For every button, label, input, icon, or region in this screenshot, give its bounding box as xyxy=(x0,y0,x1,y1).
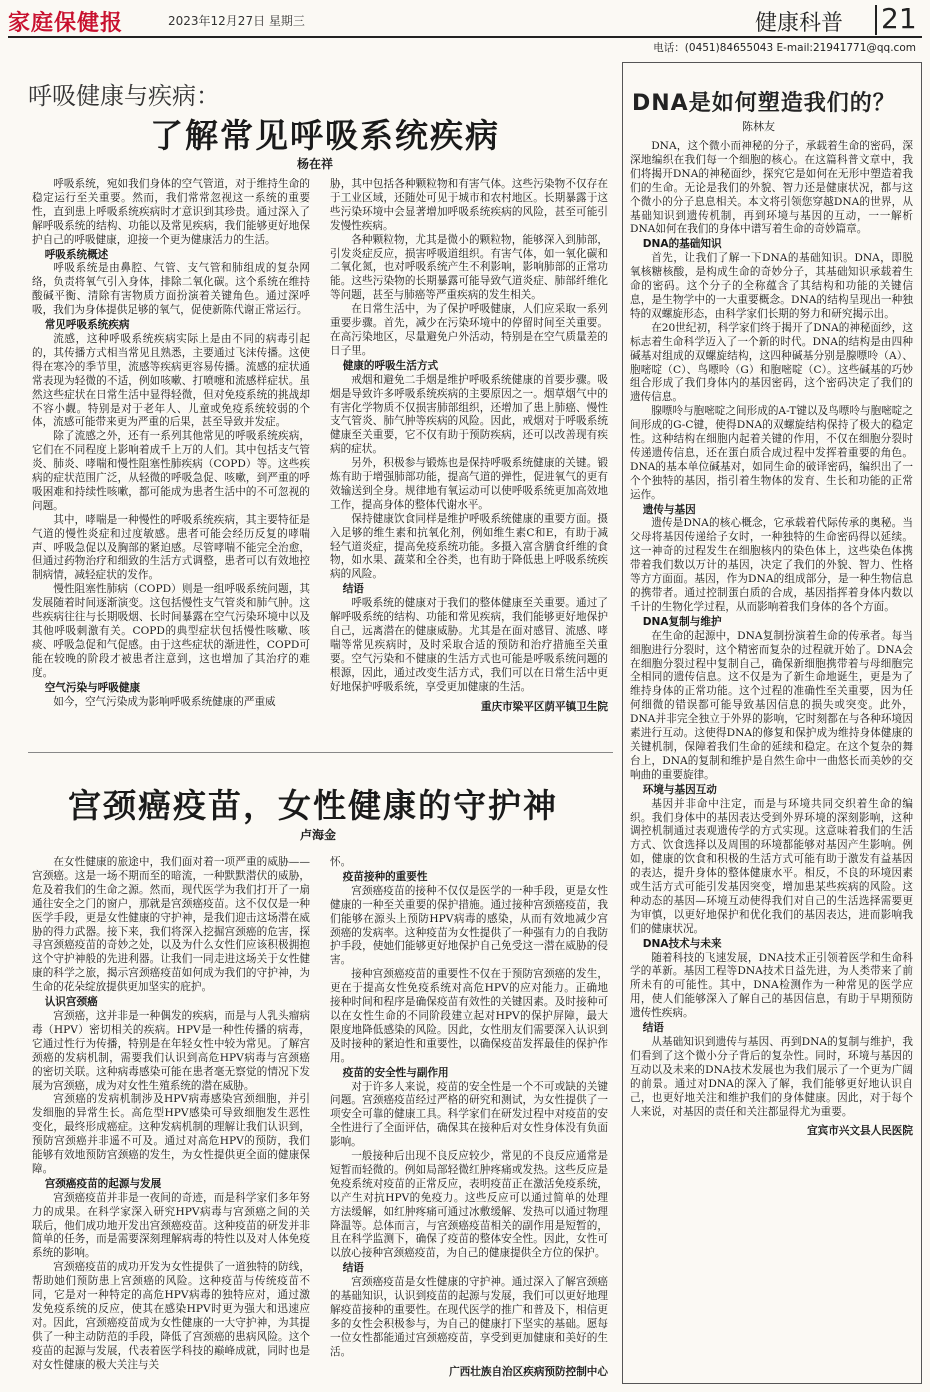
paragraph: 宫颈癌的发病机制涉及HPV病毒感染宫颈细胞，并引发细胞的异常生长。高危型HPV感染可导致细胞发生恶性变化，最终形成癌症。这种发病机制的理解让我们认识到，预防宫颈癌并非遥不可及。通过对高危HPV的预防，我们能够有效地预防宫颈癌的发生，为女性提供更全面的健康保障。 xyxy=(32,1093,310,1175)
subheading: 空气污染与呼吸健康 xyxy=(44,681,141,694)
paragraph: DNA，这个微小而神秘的分子，承载着生命的密码，深深地编织在我们每一个细胞的核心。在这篇科普文章中，我们将揭开DNA的神秘面纱，探究它是如何在无形中塑造着我们的生命。无论是我们的外貌、智力还是健康状况，都与这个微小的分子息息相关。本文将引领您穿越DNA的世界，从基础知识到遗传机制，再到环境与基因的互动，一一解析DNA如何在我们的身体中谱写着生命的奇妙篇章。 xyxy=(630,140,913,236)
section-name: 健康科普 xyxy=(755,11,844,36)
paragraph: 戒烟和避免二手烟是维护呼吸系统健康的首要步骤。吸烟是导致许多呼吸系统疾病的主要原因之一。烟草烟气中的有害化学物质不仅损害肺部组织，还增加了患上肺癌、慢性支气管炎、肺气肿等疾病的风险。因此，戒烟对于呼吸系统健康至关重要，它不仅有助于预防疾病，还可以改善现有疾病的症状。 xyxy=(330,373,608,456)
paragraph: 呼吸系统的健康对于我们的整体健康至关重要。通过了解呼吸系统的结构、功能和常见疾病，我们能够更好地保护自己，远离潜在的健康威胁。尤其是在面对感冒、流感、哮喘等常见疾病时，及时采取合适的预防和治疗措施至关重要。空气污染和不健康的生活方式也可能是呼吸系统问题的根源，因此，通过改变生活方式，我们可以在日常生活中更好地保护呼吸系统，享受更加健康的生活。 xyxy=(330,597,608,693)
paragraph: 其中，哮喘是一种慢性的呼吸系统疾病，其主要特征是气道的慢性炎症和过度敏感。患者可能会经历反复的哮喘声、呼吸急促以及胸部的紧迫感。尽管哮喘不能完全治愈，但通过药物治疗和细致的生活方式调整，患者可以有效地控制病情，减轻症状的发作。 xyxy=(32,513,310,582)
paragraph: 宫颈癌疫苗的接种不仅仅是医学的一种手段，更是女性健康的一种至关重要的保护措施。通过接种宫颈癌疫苗，我们能够在源头上预防HPV病毒的感染，从而有效地减少宫颈癌的发病率。这种疫苗为女性提供了一种强有力的自我防护手段，使她们能够更好地保护自己免受这一潜在威胁的侵害。 xyxy=(330,884,608,967)
paragraph: 各种颗粒物，尤其是微小的颗粒物，能够深入到肺部，引发炎症反应，损害呼吸道组织。有害气体，如一氧化碳和二氧化氮，也对呼吸系统产生不利影响，影响肺部的正常功能。这些污染物的长期暴露可能导致气道炎症、肺部纤维化等问题，甚至与肺癌等严重疾病的发生相关。 xyxy=(330,233,608,302)
paragraph: 基因并非命中注定，而是与环境共同交织着生命的编织。我们身体中的基因表达受到外界环境的深刻影响，这种调控机制通过表观遗传学的方式实现。这意味着我们的生活方式、饮食选择以及周围的环境都能够对基因产生影响。例如，健康的饮食和积极的生活方式可能有助于激发有益基因的表达，提升身体的整体健康水平。相反，不良的环境因素或生活方式可能引发基因突变，增加患某些疾病的风险。这种动态的基因—环境互动使得我们对自己的生活选择需要更为审慎，以更好地保护和优化我们的基因表达，进而影响我们的健康状况。 xyxy=(630,797,913,935)
paragraph: 首先，让我们了解一下DNA的基础知识。DNA，即脱氧核糖核酸，是构成生命的奇妙分子，其基础知识承载着生命的密码。这个分子的全称蕴含了其结构和功能的关键信息，是生物学中的一大重要概念。DNA的结构呈现出一种独特的双螺旋形态，由科学家们长期的努力和研究揭示出。 xyxy=(630,252,913,320)
article1-column-1 xyxy=(32,178,310,738)
author-affiliation: 重庆市梁平区荫平镇卫生院 xyxy=(480,700,608,713)
subheading: 疫苗接种的重要性 xyxy=(342,870,428,883)
paragraph: 胁，其中包括各种颗粒物和有害气体。这些污染物不仅存在于工业区域，还随处可见于城市和农村地区。长期暴露于这些污染环境中会显著增加呼吸系统疾病的风险，甚至可能引发慢性疾病。 xyxy=(330,178,608,232)
article2-author: 卢海金 xyxy=(300,828,337,842)
subheading: 结语 xyxy=(342,583,364,596)
page-number: 21 xyxy=(881,2,917,35)
author-affiliation: 广西壮族自治区疾病预防控制中心 xyxy=(449,1365,608,1378)
subheading: DNA的基础知识 xyxy=(642,238,722,251)
subheading: 常见呼吸系统疾病 xyxy=(44,319,130,332)
subheading: 健康的呼吸生活方式 xyxy=(342,359,439,372)
issue-date: 2023年12月27日 星期三 xyxy=(168,14,305,28)
paragraph: 对于许多人来说，疫苗的安全性是一个不可或缺的关键问题。宫颈癌疫苗经过严格的研究和测试，为女性提供了一项安全可靠的健康工具。科学家们在研发过程中对疫苗的安全性进行了全面评估，确保其在接种后对女性身体没有负面影响。 xyxy=(330,1080,608,1149)
header-separator xyxy=(875,5,877,35)
paragraph: 随着科技的飞速发展，DNA技术正引领着医学和生命科学的革新。基因工程等DNA技术日益先进，为人类带来了前所未有的可能性。其中，DNA检测作为一种常见的医学应用，使人们能够深入了解自己的基因信息，有助于早期预防遗传性疾病。 xyxy=(630,951,913,1020)
subheading: DNA技术与未来 xyxy=(642,937,722,950)
paragraph: 如今，空气污染成为影响呼吸系统健康的严重威 xyxy=(53,695,276,708)
subheading: 遗传与基因 xyxy=(642,503,696,516)
article-divider xyxy=(28,752,613,753)
paragraph: 腺嘌呤与胞嘧啶之间形成的A-T键以及鸟嘌呤与胞嘧啶之间形成的G-C键，使得DNA的双螺旋结构保持了极大的稳定性。这种结构在细胞内起着关键的作用，不仅在细胞分裂时传递遗传信息，还在蛋白质合成过程中发挥着重要的角色。DNA的基本单位碱基对，如同生命的破译密码，编织出了一个个独特的基因，指引着生物体的发育、生长和功能的正常运作。 xyxy=(630,405,913,501)
paragraph: 从基础知识到遗传与基因、再到DNA的复制与维护，我们看到了这个微小分子背后的复杂性。同时，环境与基因的互动以及未来的DNA技术发展也为我们展示了一个更为广阔的前景。通过对DNA的深入了解，我们能够更好地认识自己，也更好地关注和维护我们的身体健康。因此，对于每个人来说，对基因的责任和关注都显得尤为重要。 xyxy=(630,1036,913,1118)
paragraph: 遗传是DNA的核心概念，它承载着代际传承的奥秘。当父母将基因传递给子女时，一种独特的生命密码得以延续。这一神奇的过程发生在细胞核内的染色体上，这些染色体携带着我们数以万计的基因，决定了我们的外貌、智力、性格等方方面面。基因，作为DNA的组成部分，是一种生物信息的携带者。通过控制蛋白质的合成，基因指挥着身体内数以千计的生物化学过程，从而影响着我们身体的各个方面。 xyxy=(630,517,913,613)
article1-title: 了解常见呼吸系统疾病 xyxy=(150,116,500,155)
subheading: 疫苗的安全性与副作用 xyxy=(342,1066,449,1079)
masthead: 家庭保健报 xyxy=(8,11,124,36)
paragraph: 在生命的起源中，DNA复制扮演着生命的传承者。每当细胞进行分裂时，这个精密而复杂的过程就开始了。DNA会在细胞分裂过程中复制自己，确保新细胞携带着与母细胞完全相同的遗传信息。这不仅是为了新生命地诞生，更是为了维持身体的正常功能。这个过程的准确性至关重要，因为任何细微的错误都可能导致基因信息的损失或突变。此外，DNA并非完全独立于外界的影响，它时刻都在与各种环境因素进行互动。这使得DNA的修复和保护成为维持身体健康的关键机制，保障着我们生命的延续和稳定。在这个复杂的舞台上，DNA的复制和维护是自然生命中一曲悠长而美妙的交响曲的重要旋律。 xyxy=(630,629,913,781)
paragraph: 除了流感之外，还有一系列其他常见的呼吸系统疾病，它们在不同程度上影响着成千上万的人们。其中包括支气管炎、肺炎、哮喘和慢性阻塞性肺疾病（COPD）等。这些疾病的症状范围广泛，从轻微的呼吸急促、咳嗽，到严重的呼吸困难和持续性咳嗽，都可能成为患者生活中的不可忽视的问题。 xyxy=(32,430,310,512)
paragraph: 慢性阻塞性肺病（COPD）则是一组呼吸系统问题，其发展随着时间逐渐演变。这包括慢性支气管炎和肺气肿。这些疾病往往与长期吸烟、长时间暴露在空气污染环境中以及其他呼吸刺激有关。COPD的典型症状包括慢性咳嗽、咳痰、呼吸急促和气促感。由于这些症状的渐进性，COPD可能在较晚的阶段才被患者注意到，这也增加了其治疗的难度。 xyxy=(32,583,310,679)
paragraph: 流感，这种呼吸系统疾病实际上是由不同的病毒引起的，其传播方式相当常见且熟悉，主要通过飞沫传播。这使得在寒冷的季节里，流感等疾病更容易传播。流感的症状通常表现为轻微的不适，例如咳嗽、打喷嚏和流感样症状。虽然这些症状在日常生活中显得轻微，但对免疫系统的挑战却不容小觑。特别是对于老年人、儿童或免疫系统较弱的个体，流感可能带来更为严重的后果，甚至导致并发症。 xyxy=(32,332,310,429)
paragraph: 一般接种后出现不良反应较少，常见的不良反应通常是短暂而轻微的。例如局部轻微红肿疼痛或发热。这些反应是免疫系统对疫苗的正常反应，表明疫苗正在激活免疫系统，以产生对抗HPV的免疫力。这些反应可以通过简单的处理方法缓解，如红肿疼痛可通过冰敷缓解、发热可以通过物理降温等。总体而言，与宫颈癌疫苗相关的副作用是短暂的，且在科学监测下，确保了疫苗的整体安全性。因此，女性可以放心接种宫颈癌疫苗，为自己的健康提供全方位的保护。 xyxy=(330,1150,608,1260)
contact-info: 电话：(0451)84655043 E-mail:21941771@qq.com xyxy=(653,42,916,54)
subheading: 结语 xyxy=(642,1022,664,1035)
page-header xyxy=(0,0,930,56)
paragraph: 呼吸系统，宛如我们身体的空气管道，对于维持生命的稳定运行至关重要。然而，我们常常忽视这一系统的重要性，直到患上呼吸系统疾病时才意识到其珍贵。通过深入了解呼吸系统的结构、功能以及常见疾病，我们能够更好地保护自己的呼吸健康，迎接一个更为健康活力的生活。 xyxy=(32,178,310,246)
article2-title: 宫颈癌疫苗，女性健康的守护神 xyxy=(68,786,558,825)
article1-kicker: 呼吸健康与疾病： xyxy=(28,82,220,110)
paragraph: 保持健康饮食同样是维护呼吸系统健康的重要方面。摄入足够的维生素和抗氧化剂，例如维生素C和E，有助于减轻气道炎症，提高免疫系统功能。多摄入富含膳食纤维的食物，如水果、蔬菜和全谷类，也有助于降低患上呼吸系统疾病的风险。 xyxy=(330,512,608,581)
subheading: 呼吸系统概述 xyxy=(44,248,109,261)
article3-column xyxy=(630,140,913,1378)
paragraph: 宫颈癌疫苗是女性健康的守护神。通过深入了解宫颈癌的基础知识，认识到疫苗的起源与发展，我们可以更好地理解疫苗接种的重要性。在现代医学的推广和普及下，相信更多的女性会积极参与，为自己的健康打下坚实的基础。愿每一位女性都能通过宫颈癌疫苗，享受到更加健康和美好的生活。 xyxy=(330,1276,608,1358)
paragraph: 接种宫颈癌疫苗的重要性不仅在于预防宫颈癌的发生，更在于提高女性免疫系统对高危HPV的应对能力。正确地接种时间和程序是确保疫苗有效性的关键因素。及时接种可以在女性生命的不同阶段建立起对HPV的保护屏障，最大限度地降低感染的风险。因此，女性朋友们需要深入认识到及时接种的紧迫性和重要性，以确保疫苗发挥最佳的保护作用。 xyxy=(330,968,608,1064)
paragraph: 宫颈癌，这并非是一种偶发的疾病，而是与人乳头瘤病毒（HPV）密切相关的疾病。HPV是一种性传播的病毒，它通过性行为传播，特别是在年轻女性中较为常见。了解宫颈癌的发病机制，需要我们认识到高危HPV病毒与宫颈癌的密切关联。这种病毒感染可能在患者毫无察觉的情况下发展为宫颈癌，成为对女性生殖系统的潜在威胁。 xyxy=(32,1009,310,1092)
article3-title: DNA是如何塑造我们的？ xyxy=(632,91,896,116)
article2-column-1 xyxy=(32,856,310,1386)
subheading: DNA复制与维护 xyxy=(642,615,722,628)
paragraph: 宫颈癌疫苗的成功开发为女性提供了一道独特的防线，帮助她们预防患上宫颈癌的风险。这种疫苗与传统疫苗不同，它是对一种特定的高危HPV病毒的独特应对，通过激发免疫系统的反应，使其在感染HPV时更为强大和迅速应对。因此，宫颈癌疫苗成为女性健康的一大守护神，为其提供了一种主动防范的手段，降低了宫颈癌的患病风险。这个疫苗的起源与发展，代表着医学科技的巅峰成就，同时也是对女性健康的极大关注与关 xyxy=(32,1261,310,1371)
article2-column-2 xyxy=(330,856,608,1386)
paragraph: 宫颈癌疫苗并非是一夜间的奇迹，而是科学家们多年努力的成果。在科学家深入研究HPV病毒与宫颈癌之间的关联后，他们成功地开发出宫颈癌疫苗。这种疫苗的研发并非简单的任务，而是需要深刻理解病毒的特性以及对人体免疫系统的影响。 xyxy=(32,1191,310,1260)
subheading: 宫颈癌疫苗的起源与发展 xyxy=(44,1177,162,1190)
paragraph: 呼吸系统是由鼻腔、气管、支气管和肺组成的复杂网络，负责将氧气引入身体，排除二氧化碳。这个系统在维持酸碱平衡、清除有害物质方面扮演着关键角色。通过深呼吸，我们为身体提供足够的氧气，促使新陈代谢正常运行。 xyxy=(32,262,310,317)
paragraph: 在20世纪初，科学家们终于揭开了DNA的神秘面纱，这标志着生命科学迈入了一个新的时代。DNA的结构是由四种碱基对组成的双螺旋结构，这四种碱基分别是腺嘌呤（A）、胞嘧啶（C）、鸟嘌呤（G）和胞嘧啶（C）。这些碱基的巧妙组合形成了我们身体内的基因密码，这个密码决定了我们的遗传信息。 xyxy=(630,321,913,404)
subheading: 结语 xyxy=(342,1262,364,1275)
article3-author: 陈林友 xyxy=(742,120,775,133)
paragraph: 另外，积极参与锻炼也是保持呼吸系统健康的关键。锻炼有助于增强肺部功能，提高气道的弹性，促进氧气的更有效输送到全身。规律地有氧运动可以使呼吸系统更加高效地工作，提高身体的整体代谢水平。 xyxy=(330,457,608,511)
article1-author: 杨在祥 xyxy=(297,157,334,171)
subheading: 认识宫颈癌 xyxy=(44,996,98,1009)
paragraph: 怀。 xyxy=(330,856,352,868)
subheading: 环境与基因互动 xyxy=(642,783,717,796)
paragraph: 在日常生活中，为了保护呼吸健康，人们应采取一系列重要步骤。首先，减少在污染环境中的停留时间至关重要。在高污染地区，尽量避免户外活动，特别是在空气质量差的日子里。 xyxy=(330,303,608,357)
author-affiliation: 宜宾市兴文县人民医院 xyxy=(807,1125,913,1138)
paragraph: 在女性健康的旅途中，我们面对着一项严重的威胁——宫颈癌。这是一场不期而至的暗流，一种默默潜伏的威胁，危及着我们的生命之源。然而，现代医学为我们打开了一扇通往安全之门的窗户，那就是宫颈癌疫苗。这不仅仅是一种医学手段，更是女性健康的守护神，是我们迎击这场潜在威胁的得力武器。接下来，我们将深入挖掘宫颈癌的危害，探寻宫颈癌疫苗的奇妙之处，以及为什么女性们应该积极拥抱这个守护神般的先进利器。让我们一同走进这场关于女性健康的科学之旅，揭示宫颈癌疫苗如何成为我们的守护神，为生命的花朵绽放提供更加坚实的庇护。 xyxy=(32,856,310,994)
article1-column-2 xyxy=(330,178,608,738)
header-rule xyxy=(8,36,922,38)
